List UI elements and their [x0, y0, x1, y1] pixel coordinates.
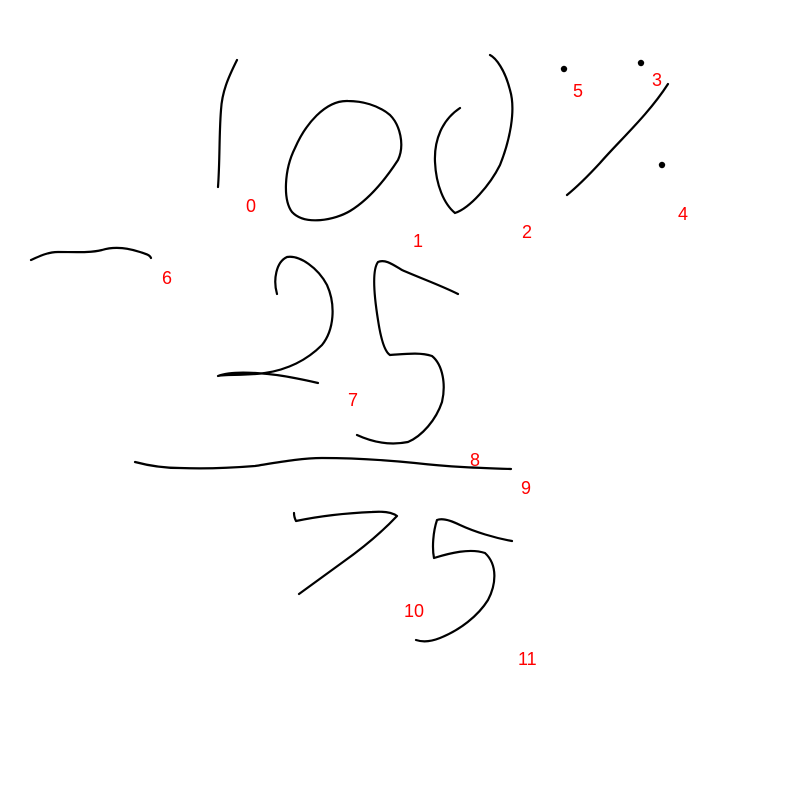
- stroke-label: 3: [652, 70, 663, 90]
- stroke-digit-5-second: [416, 519, 512, 641]
- stroke-digit-5-first: [357, 261, 458, 443]
- stroke-label: 4: [678, 204, 689, 224]
- stroke-digit-7: [294, 512, 397, 594]
- percent-dot: [561, 66, 567, 72]
- percent-dot: [659, 162, 665, 168]
- stroke-digit-2: [218, 257, 333, 383]
- stroke-label: 0: [246, 196, 257, 216]
- stroke-label: 2: [522, 222, 533, 242]
- stroke-minus-sign: [31, 248, 151, 260]
- stroke-label: 9: [521, 478, 532, 498]
- stroke-label: 8: [470, 450, 481, 470]
- stroke-label: 6: [162, 268, 173, 288]
- stroke-label: 11: [518, 649, 537, 669]
- stroke-digit-1: [218, 60, 237, 187]
- stroke-digit-0-second: [435, 55, 512, 213]
- percent-dot: [638, 60, 644, 66]
- stroke-label: 1: [413, 231, 424, 251]
- stroke-label: 10: [404, 601, 425, 621]
- stroke-label: 7: [348, 390, 359, 410]
- stroke-digit-0-first: [286, 101, 401, 220]
- stroke-label: 5: [573, 81, 584, 101]
- stroke-result-line: [135, 458, 511, 469]
